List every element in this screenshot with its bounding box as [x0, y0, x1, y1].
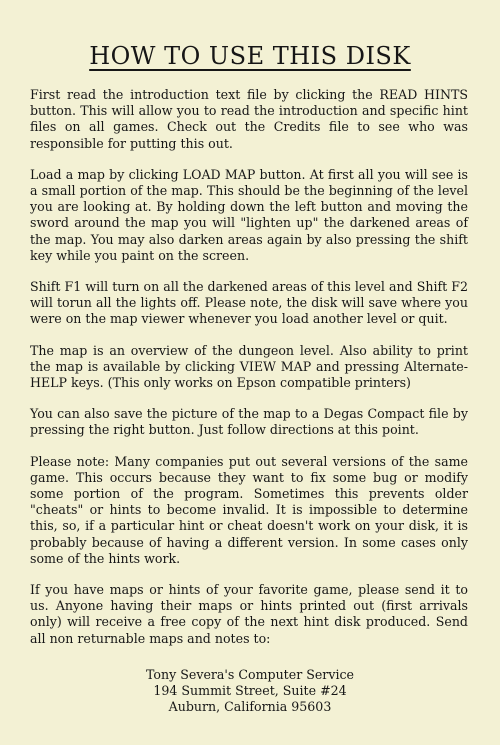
address-line-2: 194 Summit Street, Suite #24	[153, 683, 347, 699]
address-line-3: Auburn, California 95603	[168, 699, 332, 715]
paragraph-save-picture: You can also save the picture of the map to a Degas Compact file by pressing the right button. Just follow directions at this point.	[30, 406, 468, 438]
paragraph-print-map: The map is an overview of the dungeon level. Also ability to print the map is available by clicking VIEW MAP and pressing Alternate-HELP keys. (This only works on Epson compatible printers)	[30, 342, 468, 391]
document-title: HOW TO USE THIS DISK	[89, 42, 411, 70]
paragraph-shift-keys: Shift F1 will turn on all the darkened areas of this level and Shift F2 will torun all the lights off. Please note, the disk will save where you were on the map viewer whenever you load another level or quit.	[30, 279, 468, 327]
paragraph-send-maps: If you have maps or hints of your favorite game, please send it to us. Anyone having their maps or hints printed out (first arrivals only) will receive a free copy of the next hint disk produced. Send all non returnable maps and notes to:	[30, 582, 468, 646]
paragraph-versions-note: Please note: Many companies put out several versions of the same game. This occurs because they want to fix some bug or modify some portion of the program. Sometimes this prevents older "cheats" or hints to become invalid. It is impossible to determine this, so, if a particular hint or cheat doesn't work on your disk, it is probably because of having a different version. In some cases only some of the hints work.	[30, 453, 468, 566]
address-line-1: Tony Severa's Computer Service	[146, 667, 354, 682]
paragraph-load-map: Load a map by clicking LOAD MAP button. At first all you will see is a small portion of the map. This should be the beginning of the level you are looking at. By holding down the left button and moving the sword around the map you will "lighten up" the darkened areas of the map. You may also darken areas again by also pressing the shift key while you paint on the screen.	[30, 166, 468, 263]
mailing-address	[0, 667, 500, 716]
document-body	[30, 87, 468, 662]
paragraph-read-hints: First read the introduction text file by clicking the READ HINTS button. This will allow you to read the introduction and specific hint files on all games. Check out the Credits file to see who was responsible for putting this out.	[30, 87, 468, 151]
